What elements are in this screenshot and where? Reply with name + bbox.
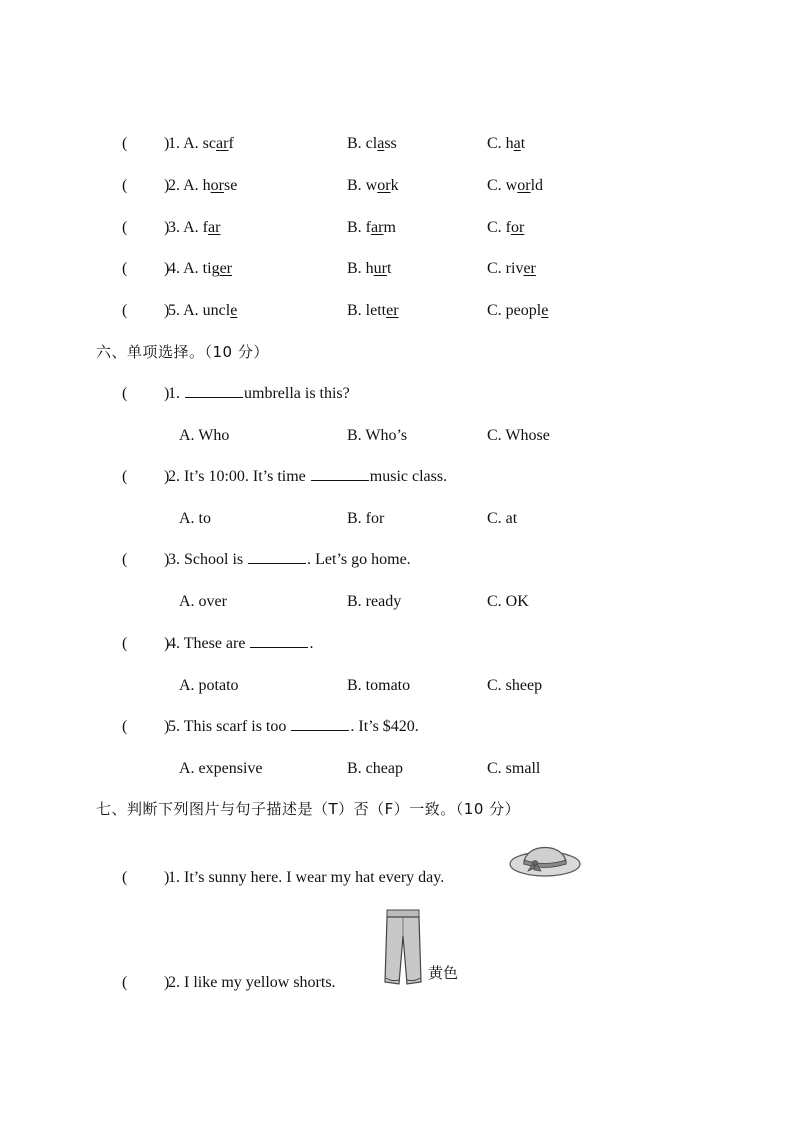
option-c-text: C. riv [487, 260, 524, 277]
answer-paren-close: ) [164, 869, 170, 886]
question-text: . [309, 635, 314, 652]
tf-question-2-text: 2. I like my yellow shorts. [168, 974, 336, 991]
answer-paren-open[interactable]: ( [122, 385, 128, 402]
answer-paren-open[interactable]: ( [122, 869, 128, 886]
answer-paren-close: ) [164, 974, 170, 991]
option-b-underlined-letters: er [386, 302, 399, 319]
option-b: B. ready [347, 593, 402, 610]
choice-options [0, 590, 794, 614]
option-a-text: se [224, 177, 238, 194]
answer-paren-open[interactable]: ( [122, 468, 128, 485]
option-b-text: B. f [347, 219, 371, 236]
option-a-text: sc [202, 135, 216, 152]
question-stem [168, 715, 419, 739]
choice-question [0, 382, 794, 406]
option-b-underlined-letters: or [377, 177, 391, 194]
phonics-question [0, 257, 794, 281]
answer-paren-close: ) [164, 302, 170, 319]
answer-paren-close: ) [164, 260, 170, 277]
option-b [347, 216, 396, 240]
question-number: 4. A. [168, 260, 203, 277]
option-a-underlined-letters: e [230, 302, 238, 319]
option-b-underlined-letters: ur [373, 260, 387, 277]
option-b [347, 174, 399, 198]
phonics-question [0, 174, 794, 198]
option-a-text: h [202, 177, 211, 194]
option-c: C. at [487, 510, 518, 527]
option-a [168, 216, 220, 240]
option-b-text: B. h [347, 260, 374, 277]
option-a-text: f [228, 135, 234, 152]
answer-paren-close: ) [164, 177, 170, 194]
option-c-text: ld [530, 177, 544, 194]
phonics-question [0, 132, 794, 156]
option-c-text: C. h [487, 135, 514, 152]
option-b: B. cheap [347, 760, 403, 777]
option-b [347, 257, 391, 281]
answer-paren-close: ) [164, 385, 170, 402]
choice-options [0, 507, 794, 531]
option-c: C. Whose [487, 427, 550, 444]
question-stem [168, 382, 350, 406]
pants-image [381, 908, 425, 990]
question-stem [168, 465, 447, 489]
option-c-underlined-letters: e [541, 302, 549, 319]
answer-paren-open[interactable]: ( [122, 177, 128, 194]
answer-paren-open[interactable]: ( [122, 219, 128, 236]
question-text: umbrella is this? [244, 385, 350, 402]
answer-paren-open[interactable]: ( [122, 974, 128, 991]
option-c: C. small [487, 760, 541, 777]
option-b-text: t [387, 260, 392, 277]
question-text: music class. [369, 468, 448, 485]
question-text: 3. School is [168, 551, 248, 568]
fill-blank[interactable] [291, 715, 349, 731]
answer-paren-close: ) [164, 219, 170, 236]
answer-paren-close: ) [164, 468, 170, 485]
option-a [168, 174, 237, 198]
section-6-heading: 六、单项选择。（10 分） [96, 343, 269, 361]
question-stem [168, 548, 411, 572]
option-a: A. over [179, 593, 227, 610]
option-a: A. Who [179, 427, 230, 444]
phonics-question [0, 299, 794, 323]
option-b-text: B. lett [347, 302, 387, 319]
option-c [487, 299, 548, 323]
answer-paren-open[interactable]: ( [122, 635, 128, 652]
option-b-underlined-letters: a [377, 135, 385, 152]
option-a-underlined-letters: er [219, 260, 232, 277]
tf-question-1 [0, 866, 794, 890]
answer-paren-open[interactable]: ( [122, 551, 128, 568]
fill-blank[interactable] [250, 632, 308, 648]
option-c [487, 257, 536, 281]
option-a [168, 132, 234, 156]
choice-question [0, 632, 794, 656]
choice-options [0, 674, 794, 698]
option-c [487, 216, 524, 240]
option-a-underlined-letters: ar [216, 135, 229, 152]
option-b-underlined-letters: ar [371, 219, 384, 236]
answer-paren-open[interactable]: ( [122, 718, 128, 735]
answer-paren-close: ) [164, 135, 170, 152]
section-7-heading: 七、判断下列图片与句子描述是（T）否（F）一致。（10 分） [96, 800, 521, 818]
question-text: . Let’s go home. [307, 551, 411, 568]
question-text: . It’s $420. [350, 718, 419, 735]
option-a: A. expensive [179, 760, 263, 777]
choice-question [0, 465, 794, 489]
option-c: C. OK [487, 593, 529, 610]
fill-blank[interactable] [185, 382, 243, 398]
option-c-underlined-letters: a [513, 135, 521, 152]
option-c-underlined-letters: er [523, 260, 536, 277]
option-c-text: C. f [487, 219, 511, 236]
option-c-text: C. w [487, 177, 518, 194]
tf-question-1-text: 1. It’s sunny here. I wear my hat every day. [168, 869, 445, 886]
answer-paren-close: ) [164, 551, 170, 568]
option-b: B. tomato [347, 677, 411, 694]
option-a-underlined-letters: ar [208, 219, 221, 236]
option-c-text: t [520, 135, 526, 152]
question-text: 2. It’s 10:00. It’s time [168, 468, 310, 485]
question-number: 1. A. [168, 135, 203, 152]
option-a: A. to [179, 510, 211, 527]
question-text: 5. This scarf is too [168, 718, 291, 735]
question-text: 4. These are [168, 635, 250, 652]
answer-paren-close: ) [164, 635, 170, 652]
choice-options [0, 757, 794, 781]
option-c [487, 174, 543, 198]
option-c-underlined-letters: or [517, 177, 531, 194]
question-number: 3. A. [168, 219, 203, 236]
option-b [347, 299, 399, 323]
option-c-text: C. peopl [487, 302, 542, 319]
choice-options [0, 424, 794, 448]
option-b [347, 132, 397, 156]
option-a [168, 299, 237, 323]
choice-question [0, 548, 794, 572]
option-a [168, 257, 232, 281]
option-a: A. potato [179, 677, 239, 694]
option-c: C. sheep [487, 677, 543, 694]
answer-paren-open[interactable]: ( [122, 260, 128, 277]
question-number: 2. A. [168, 177, 203, 194]
option-b: B. for [347, 510, 385, 527]
option-a-underlined-letters: or [210, 177, 224, 194]
fill-blank[interactable] [311, 465, 369, 481]
answer-paren-close: ) [164, 718, 170, 735]
phonics-question [0, 216, 794, 240]
fill-blank[interactable] [248, 548, 306, 564]
option-a-text: uncl [202, 302, 231, 319]
option-b: B. Who’s [347, 427, 408, 444]
option-b-text: B. cl [347, 135, 378, 152]
answer-paren-open[interactable]: ( [122, 135, 128, 152]
option-b-text: m [383, 219, 396, 236]
answer-paren-open[interactable]: ( [122, 302, 128, 319]
option-c-underlined-letters: or [511, 219, 525, 236]
question-number: 5. A. [168, 302, 203, 319]
option-b-text: ss [384, 135, 397, 152]
choice-question [0, 715, 794, 739]
hat-image [508, 834, 582, 880]
question-text: 1. [168, 385, 184, 402]
option-c [487, 132, 525, 156]
yellow-color-label: 黄色 [428, 964, 459, 982]
option-a-text: f [202, 219, 208, 236]
option-b-text: k [390, 177, 399, 194]
option-a-text: tig [202, 260, 220, 277]
question-stem [168, 632, 313, 656]
option-b-text: B. w [347, 177, 378, 194]
